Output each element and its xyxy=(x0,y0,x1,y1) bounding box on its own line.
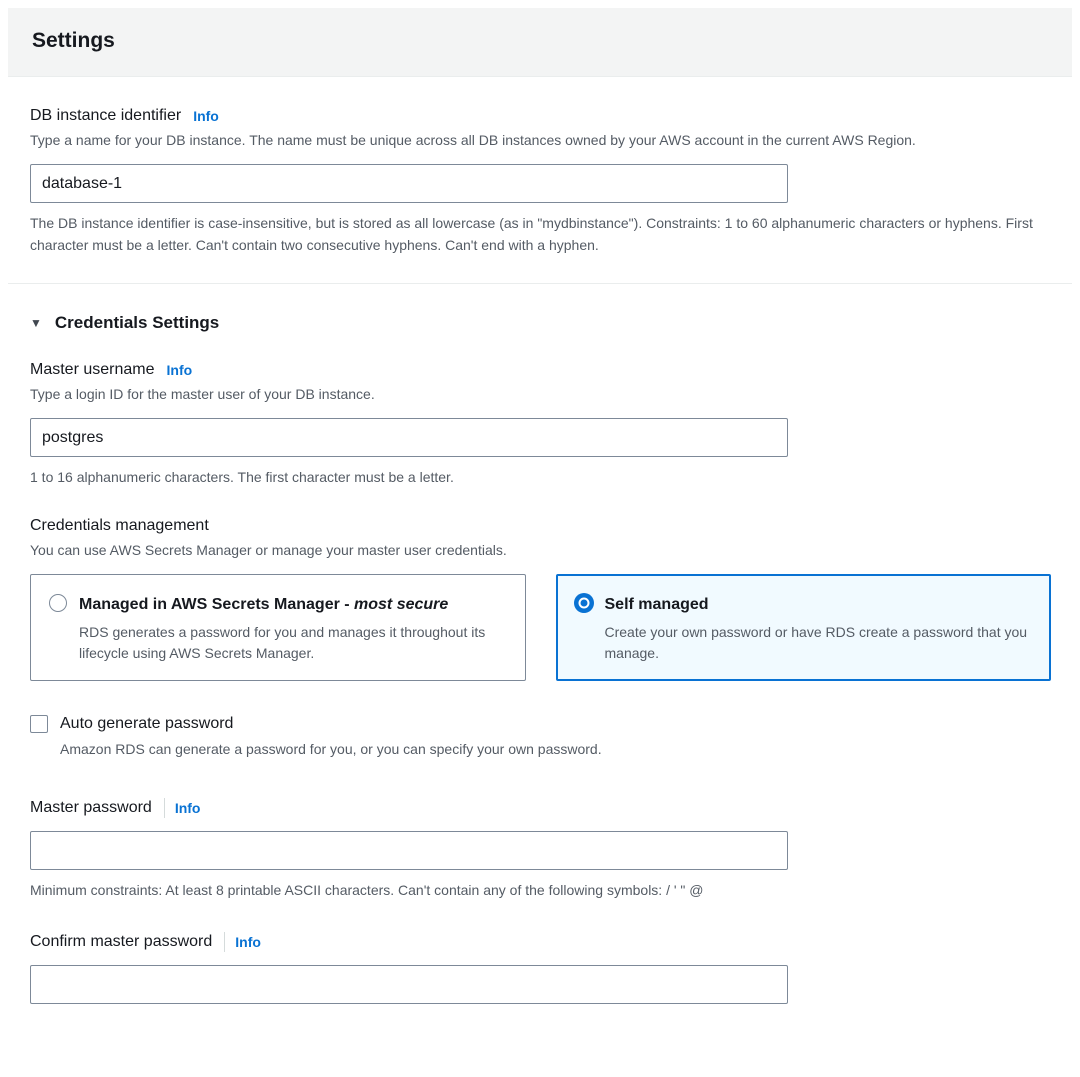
credentials-management-field xyxy=(30,517,1050,681)
confirm-password-label: Confirm master password xyxy=(30,933,213,951)
confirm-password-info-link[interactable]: Info xyxy=(235,934,261,951)
master-username-field xyxy=(30,361,1050,489)
collapse-caret-icon: ▼ xyxy=(30,316,42,331)
master-username-constraint: 1 to 16 alphanumeric characters. The first character must be a letter. xyxy=(30,469,454,486)
panel-content xyxy=(8,77,1072,1030)
auto-generate-password-checkbox[interactable] xyxy=(30,715,48,733)
section-divider xyxy=(8,283,1072,284)
master-password-field xyxy=(30,798,1050,902)
db-identifier-description: Type a name for your DB instance. The name must be unique across all DB instances owned by your AWS account in the current AWS Region. xyxy=(30,132,916,148)
credentials-management-description: You can use AWS Secrets Manager or manage your master user credentials. xyxy=(30,542,507,559)
db-identifier-input[interactable] xyxy=(30,164,788,203)
master-username-input[interactable] xyxy=(30,418,788,457)
panel-header xyxy=(8,8,1072,77)
option-secrets-manager-description: RDS generates a password for you and manages it throughout its lifecycle using AWS Secrets Manager. xyxy=(79,624,486,662)
label-divider xyxy=(164,798,165,818)
db-identifier-constraint: The DB instance identifier is case-insensitive, but is stored as all lowercase (as in "mydbinstance"). Constraints: 1 to 60 alphanumeric characters or hyphens. First character must be a letter. Can't contain two consecutive hyphens. Can't end with a hyphen. xyxy=(30,215,1033,253)
radio-unselected-icon[interactable] xyxy=(49,594,67,612)
db-identifier-field xyxy=(30,107,1050,256)
radio-selected-icon[interactable] xyxy=(574,593,594,613)
label-divider xyxy=(224,932,225,952)
confirm-password-field xyxy=(30,932,1050,1004)
master-password-info-link[interactable]: Info xyxy=(174,800,201,817)
db-identifier-label: DB instance identifier xyxy=(30,107,182,124)
settings-panel xyxy=(8,8,1072,1030)
option-card-self-managed[interactable] xyxy=(556,574,1052,681)
master-username-description: Type a login ID for the master user of your DB instance. xyxy=(30,386,375,403)
master-username-info-link[interactable]: Info xyxy=(166,362,193,379)
option-self-managed-description: Create your own password or have RDS create a password that you manage. xyxy=(604,624,1028,662)
credentials-management-options xyxy=(30,574,1051,681)
option-secrets-manager-title: Managed in AWS Secrets Manager - xyxy=(79,596,355,614)
auto-generate-password-label[interactable]: Auto generate password xyxy=(60,715,234,733)
master-password-input[interactable] xyxy=(30,831,788,870)
page-title: Settings xyxy=(32,29,115,52)
master-password-label: Master password xyxy=(30,799,152,817)
credentials-settings-header[interactable] xyxy=(30,313,1050,333)
option-self-managed-title: Self managed xyxy=(604,596,709,614)
confirm-password-input[interactable] xyxy=(30,965,788,1004)
option-card-secrets-manager[interactable] xyxy=(30,574,526,681)
option-secrets-manager-title-em: most secure xyxy=(354,596,449,614)
db-identifier-info-link[interactable]: Info xyxy=(193,108,219,124)
credentials-management-label: Credentials management xyxy=(30,517,209,535)
auto-generate-password-field xyxy=(30,715,1050,760)
credentials-settings-title: Credentials Settings xyxy=(54,313,220,333)
master-password-constraint: Minimum constraints: At least 8 printable ASCII characters. Can't contain any of the following symbols: / ' " @ xyxy=(30,882,704,899)
auto-generate-password-description: Amazon RDS can generate a password for you, or you can specify your own password. xyxy=(60,741,602,758)
master-username-label: Master username xyxy=(30,361,155,379)
